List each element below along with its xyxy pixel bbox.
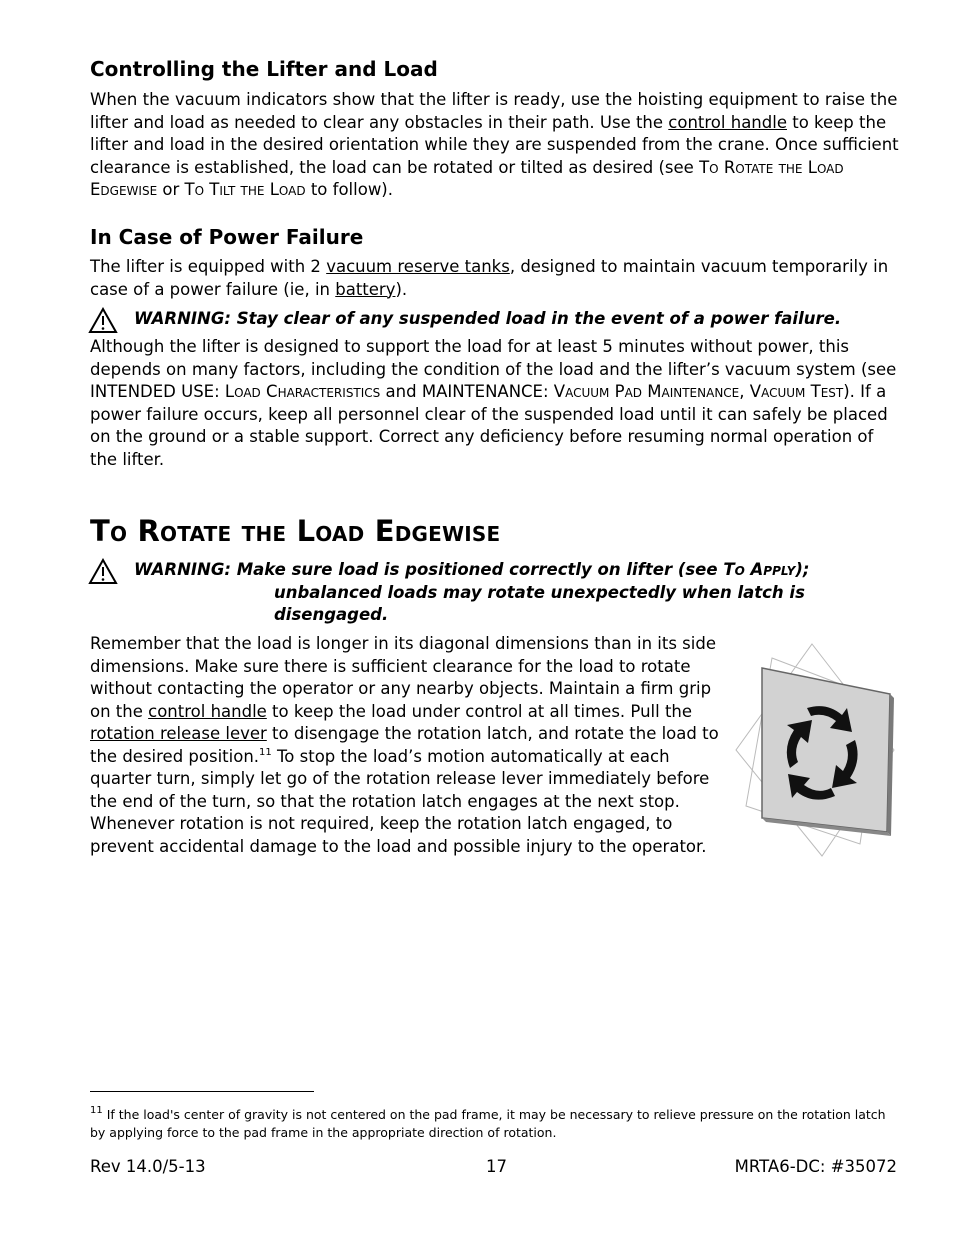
paragraph-rotate-load xyxy=(90,633,720,858)
footnote-text: If the load's center of gravity is not centered on the pad frame, it may be necessary to relieve pressure on the rotation latch by applying force to the pad frame in the appropriate direction of rotation. xyxy=(90,1107,886,1140)
footer-model: MRTA6-DC: #35072 xyxy=(734,1157,897,1176)
load-panel xyxy=(762,668,890,832)
ref-tilt-load: To Tilt the Load xyxy=(184,180,306,199)
heading-controlling-lifter: Controlling the Lifter and Load xyxy=(90,57,438,81)
text-fragment: to disengage the rotation latch, and rotate the load to the desired position. xyxy=(90,724,719,766)
paragraph-controlling-lifter xyxy=(90,89,900,202)
footer-page-number: 17 xyxy=(486,1157,507,1176)
footnote xyxy=(90,1106,890,1141)
text-fragment: Remember that the load is longer in its diagonal dimensions than in its side dimensions. Make sure there is sufficient clearance for the load to rotate without contacting the operator or any nearby objects. Maintain a firm grip on the xyxy=(90,634,716,721)
warning-triangle-icon xyxy=(88,307,118,334)
link-battery[interactable]: battery xyxy=(335,279,396,299)
link-rotation-release-lever[interactable]: rotation release lever xyxy=(90,724,267,743)
heading-rotate-load: To Rotate the Load Edgewise xyxy=(90,514,501,548)
text-fragment: When the vacuum indicators show that the lifter is ready, use the hoisting equipment to raise the lifter and load as needed to clear any obstacles in their path. Use the xyxy=(90,90,898,132)
ref-load-characteristics: Load Characteristics xyxy=(224,382,381,401)
text-fragment: ). xyxy=(395,279,408,299)
text-fragment: ). If a power failure occurs, keep all personnel clear of the suspended load until it can safely be placed on the ground or a stable support. Correct any deficiency before resuming normal operation of the lifter. xyxy=(90,382,888,469)
heading-power-failure: In Case of Power Failure xyxy=(90,225,364,249)
warning-triangle-icon xyxy=(88,558,118,585)
footer-revision: Rev 14.0/5-13 xyxy=(90,1157,206,1176)
text-fragment: To stop the load’s motion automatically at each quarter turn, simply let go of the rotation release lever immediately before the end of the turn, so that the rotation latch engages at the next stop. Whenever rotation is not required, keep the rotation latch engaged, to prevent accidental damage to the load and possible injury to the operator. xyxy=(90,746,710,856)
footnote-reference[interactable]: 11 xyxy=(259,746,272,758)
text-fragment: to follow). xyxy=(305,180,393,199)
ref-rotate-load: To Rotate the Load Edgewise xyxy=(90,157,844,199)
ref-vacuum-pad-maintenance: Vacuum Pad Maintenance xyxy=(553,382,740,401)
link-vacuum-reserve-tanks[interactable]: vacuum reserve tanks xyxy=(326,257,510,276)
footnote-number: 11 xyxy=(90,1105,103,1116)
warning-load-position xyxy=(134,559,894,582)
warning-load-position-line3: disengaged. xyxy=(274,605,389,624)
link-control-handle[interactable]: control handle xyxy=(148,701,267,721)
ref-vacuum-test: Vacuum Test xyxy=(749,382,844,401)
paragraph-power-failure xyxy=(90,336,900,471)
rotation-illustration xyxy=(732,640,897,862)
warning-power-failure: WARNING: Stay clear of any suspended load in the event of a power failure. xyxy=(134,309,842,328)
text-fragment: The lifter is equipped with 2 xyxy=(90,257,327,276)
text-fragment: to keep the lifter and load in the desired orientation while they are suspended from the crane. Once sufficient clearance is established, the load can be rotated or tilted as desired (see xyxy=(90,112,899,177)
text-fragment: or xyxy=(157,180,185,199)
link-control-handle[interactable]: control handle xyxy=(668,112,787,132)
text-fragment: to keep the load under control at all times. Pull the xyxy=(266,701,693,721)
ref-to-apply: To Apply xyxy=(723,560,796,579)
text-fragment: ); xyxy=(795,560,810,579)
warning-load-position-line2: unbalanced loads may rotate unexpectedly when latch is xyxy=(274,583,805,602)
text-fragment: Although the lifter is designed to support the load for at least 5 minutes without power, this depends on many factors, including the condition of the load and the lifter’s vacuum system (see INTENDED USE: xyxy=(90,337,897,401)
footnote-separator xyxy=(90,1091,314,1092)
paragraph-reserve-tanks xyxy=(90,256,900,301)
text-fragment: WARNING: Make sure load is positioned correctly on lifter (see xyxy=(134,560,724,579)
text-fragment: , xyxy=(739,382,750,401)
text-fragment: , designed to maintain vacuum temporarily in case of a power failure (ie, in xyxy=(90,257,889,299)
text-fragment: and MAINTENANCE: xyxy=(380,382,554,401)
